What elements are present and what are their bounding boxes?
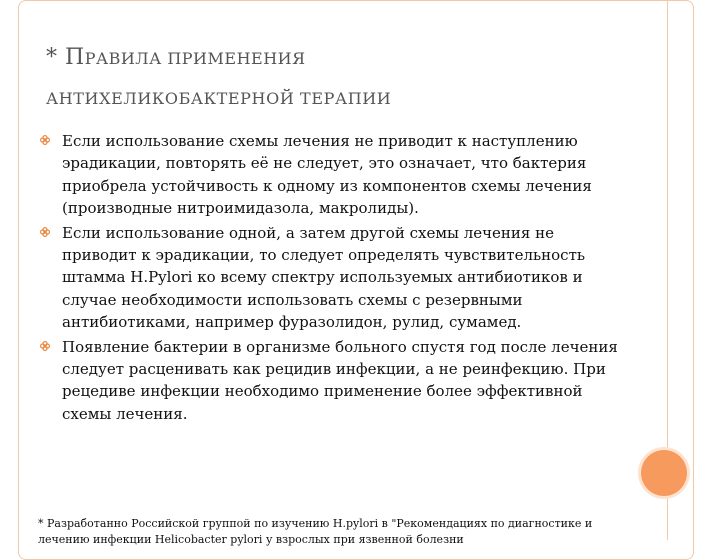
- title-initial: П: [65, 45, 85, 70]
- bullet-text: Если использование схемы лечения не приводит к наступлению эрадикации, повторять её не следует, это означает, что бактерия приобрела устойчивость к одному из компонентов схемы лечения (производные нитроимидазола, макролиды).: [62, 132, 592, 218]
- bullet-text: Появление бактерии в организме больного спустя год после лечения следует расценивать как рецидив инфекции, а не реинфекцию. При рецедиве инфекции необходимо применение более эффективной схемы лечения.: [62, 337, 618, 423]
- list-item: [40, 130, 630, 220]
- title-line-2: АНТИХЕЛИКОБАКТЕРНОЙ ТЕРАПИИ: [46, 89, 392, 108]
- bullet-text: Если использование одной, а затем другой схемы лечения не приводит к эрадикации, то следует определять чувствительность штамма H.Pylori ко всему спектру используемых антибиотиков и случае необходимости использовать схемы с резервными антибиотиками, например фуразолидон, рулид, сумамед.: [62, 223, 586, 332]
- list-item: [40, 222, 630, 334]
- flower-bullet-icon: [40, 135, 50, 145]
- title-line-1-rest: РАВИЛА ПРИМЕНЕНИЯ: [84, 49, 306, 68]
- footnote: * Разработанно Российской группой по изучению H.pylori в "Рекомендациях по диагностике и лечению инфекции Helicobacter pylori у взрослых при язвенной болезни: [38, 517, 593, 546]
- orange-circle-decoration: [641, 450, 687, 496]
- title-star: *: [46, 45, 65, 70]
- list-item: [40, 336, 630, 426]
- flower-bullet-icon: [40, 341, 50, 351]
- bullet-list: [40, 130, 630, 427]
- title-line-1: [46, 38, 606, 79]
- flower-bullet-icon: [40, 227, 50, 237]
- slide-title: [46, 38, 606, 119]
